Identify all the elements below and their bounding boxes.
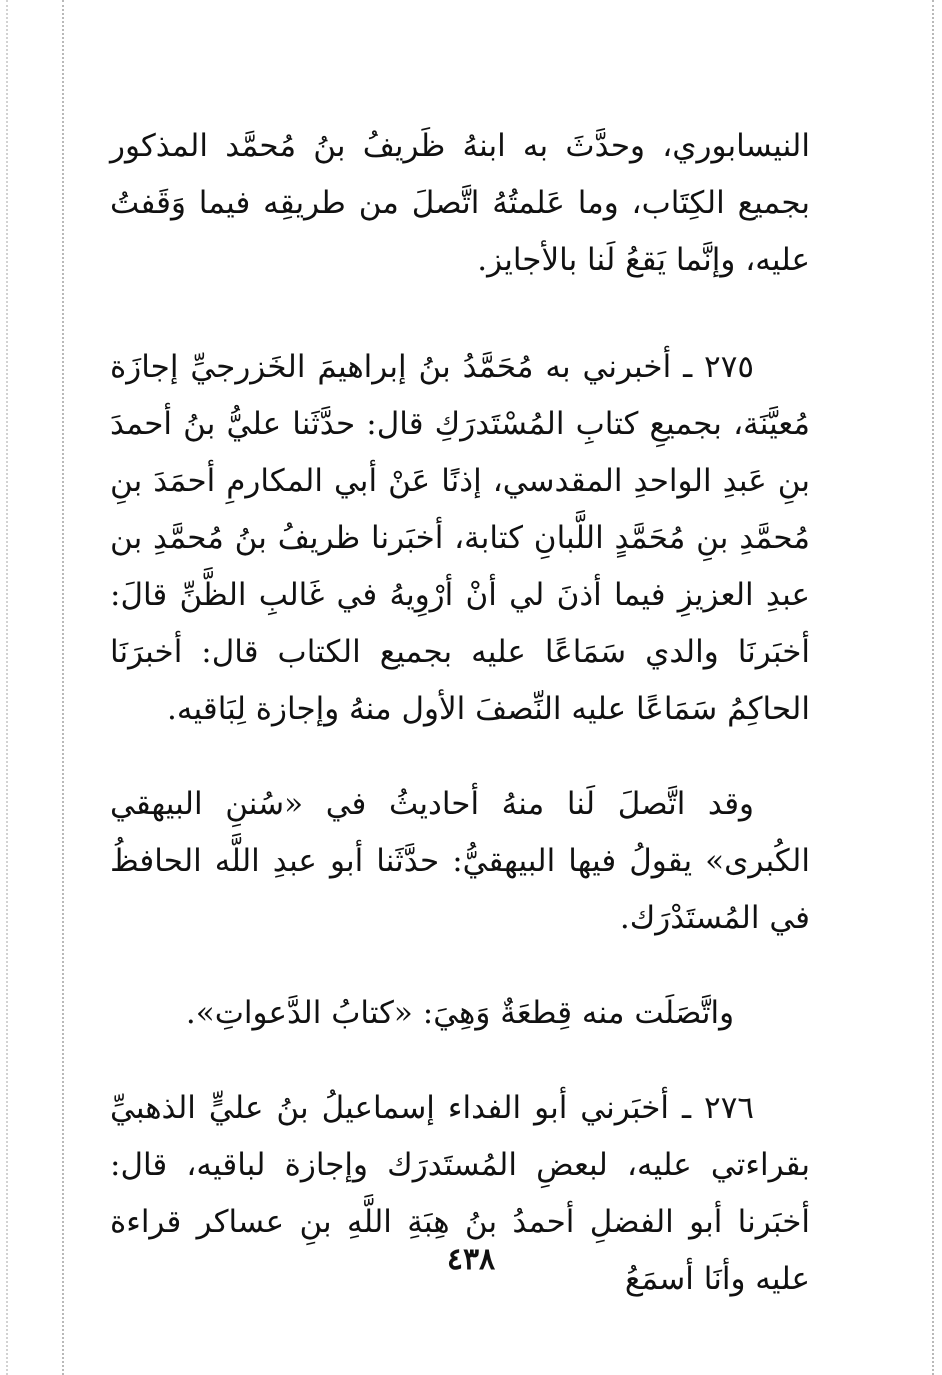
paragraph-continuation: النيسابوري، وحدَّثَ به ابنهُ ظَريفُ بنُ مُحمَّد المذكور بجميع الكِتَاب، وما عَلمتُهُ اتَّصلَ من طريقِه فيما وَقَفتُ عليه، وإنَّما يَقعُ لَنا بالأجايز. [110,128,810,278]
scan-edge-left-outer [6,0,8,1375]
scan-edge-left [62,0,64,1375]
paragraph-daawat: واتَّصَلَت منه قِطعَةٌ وَهِيَ: «كتابُ الدَّعواتِ». [185,995,735,1031]
scan-edge-right [932,0,934,1375]
paragraph-bayhaqi: وقد اتَّصلَ لَنا منهُ أحاديثُ في «سُننِ البيهقي الكُبرى» يقولُ فيها البيهقيُّ: حدَّثَنا أبو عبدِ اللَّه الحافظُ في المُستَدْرَك. [110,786,810,936]
page-number: ٤٣٨ [446,1242,496,1277]
page-body [110,118,810,1308]
paragraph-275: ٢٧٥ ـ أخبرني به مُحَمَّدُ بنُ إبراهيمَ الخَزرجيِّ إجازَة مُعيَّنَة، بجميعِ كتابِ المُسْتَدرَكِ قال: حدَّثَنا عليُّ بنُ أحمدَ بنِ عَبدِ الواحدِ المقدسي، إذنًا عَنْ أبي المكارمِ أحمَدَ بنِ مُحمَّدِ بنِ مُحَمَّدٍ اللَّبانِ كتابة، أخبَرنا ظريفُ بنُ مُحمَّدِ بن عبدِ العزيزِ فيما أذنَ لي أنْ أرْوِيهُ في غَالبِ الظَّنِّ قالَ: أخبَرنَا والدي سَمَاعًا عليه بجميع الكتاب قال: أخبرَنَا الحاكِمُ سَمَاعًا عليه النِّصفَ الأول منهُ وإجازة لِبَاقيه. [110,349,810,727]
paragraph-276: ٢٧٦ ـ أخبَرني أبو الفداء إسماعيلُ بنُ عليٍّ الذهبيِّ بقراءتي عليه، لبعضِ المُستَدرَك وإجازة لباقيه، قال: أخبَرنا أبو الفضلِ أحمدُ بنُ هِبَةِ اللَّهِ بنِ عساكر قراءة عليه وأنَا أسمَعُ [110,1090,810,1297]
